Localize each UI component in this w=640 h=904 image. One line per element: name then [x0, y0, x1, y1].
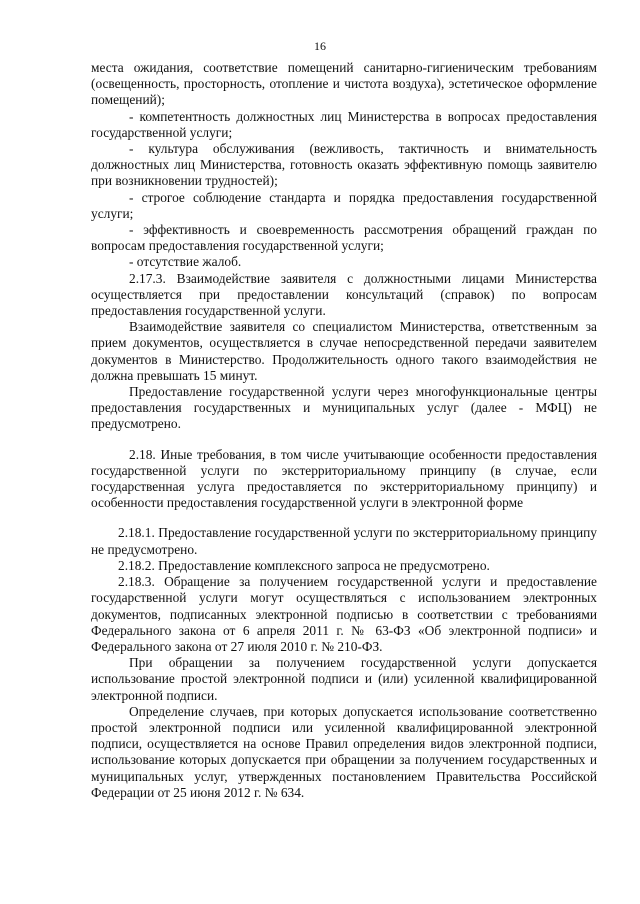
section-heading-2-18: 2.18. Иные требования, в том числе учитывающие особенности предоставления государственной услуги по экстерриториальному принципу (в случае, если государственная услуга предоставляется по экстерриториальному принципу) и особенности предоставления государственной услуги в электронной форме: [91, 446, 597, 511]
list-item-no-complaints: - отсутствие жалоб.: [129, 254, 242, 270]
paragraph-2-18-2: 2.18.2. Предоставление комплексного запроса не предусмотрено.: [118, 557, 490, 573]
list-item-standard-compliance: - строгое соблюдение стандарта и порядка предоставления государственной услуги;: [91, 189, 597, 221]
paragraph-signature-determination: Определение случаев, при которых допускается использование соответственно простой электронной подписи или усиленной квалифицированной электронной подписи, осуществляется на основе Правил определения видов электронной подписи, использование которых допускается при обращении за получением государственных и муниципальных услуг, утвержденных постановлением Правительства Российской Федерации от 25 июня 2012 г. № 634.: [91, 703, 597, 800]
paragraph-mfc: Предоставление государственной услуги через многофункциональные центры предоставления государственных и муниципальных услуг (далее - МФЦ) не предусмотрено.: [91, 384, 597, 432]
paragraph-2-17-3: 2.17.3. Взаимодействие заявителя с должностными лицами Министерства осуществляется при предоставлении консультаций (справок) по вопросам предоставления государственной услуги.: [91, 270, 597, 319]
paragraph-2-18-3: 2.18.3. Обращение за получением государственной услуги и предоставление государственной услуги могут осуществляться с использованием электронных документов, подписанных электронной подписью в соответствии с требованиями Федерального закона от 6 апреля 2011 г. № 63-ФЗ «Об электронной подписи» и Федерального закона от 27 июля 2010 г. № 210-ФЗ.: [91, 574, 597, 654]
paragraph-interaction-specialist: Взаимодействие заявителя со специалистом Министерства, ответственным за прием документов, осуществляется в случае непосредственной передачи заявителем документов в Министерство. Продолжительность одного такого взаимодействия не должна превышать 15 минут.: [91, 319, 597, 383]
list-item-efficiency: - эффективность и своевременность рассмотрения обращений граждан по вопросам предоставления государственной услуги;: [91, 222, 597, 254]
paragraph-premises-conditions: места ожидания, соответствие помещений санитарно-гигиеническим требованиям (освещенность, просторность, отопление и чистота воздуха), эстетическое оформление помещений);: [91, 60, 597, 108]
list-item-competence: - компетентность должностных лиц Министерства в вопросах предоставления государственной услуги;: [91, 108, 597, 140]
list-item-service-culture: - культура обслуживания (вежливость, тактичность и внимательность должностных лиц Министерства, готовность оказать эффективную помощь заявителю при возникновении трудностей);: [91, 141, 597, 189]
document-body: [91, 60, 597, 801]
page-number: 16: [314, 39, 326, 53]
paragraph-electronic-signature: При обращении за получением государственной услуги допускается использование простой электронной подписи и (или) усиленной квалифицированной электронной подписи.: [91, 655, 597, 703]
paragraph-2-18-1: 2.18.1. Предоставление государственной услуги по экстерриториальному принципу не предусмотрено.: [91, 525, 597, 557]
